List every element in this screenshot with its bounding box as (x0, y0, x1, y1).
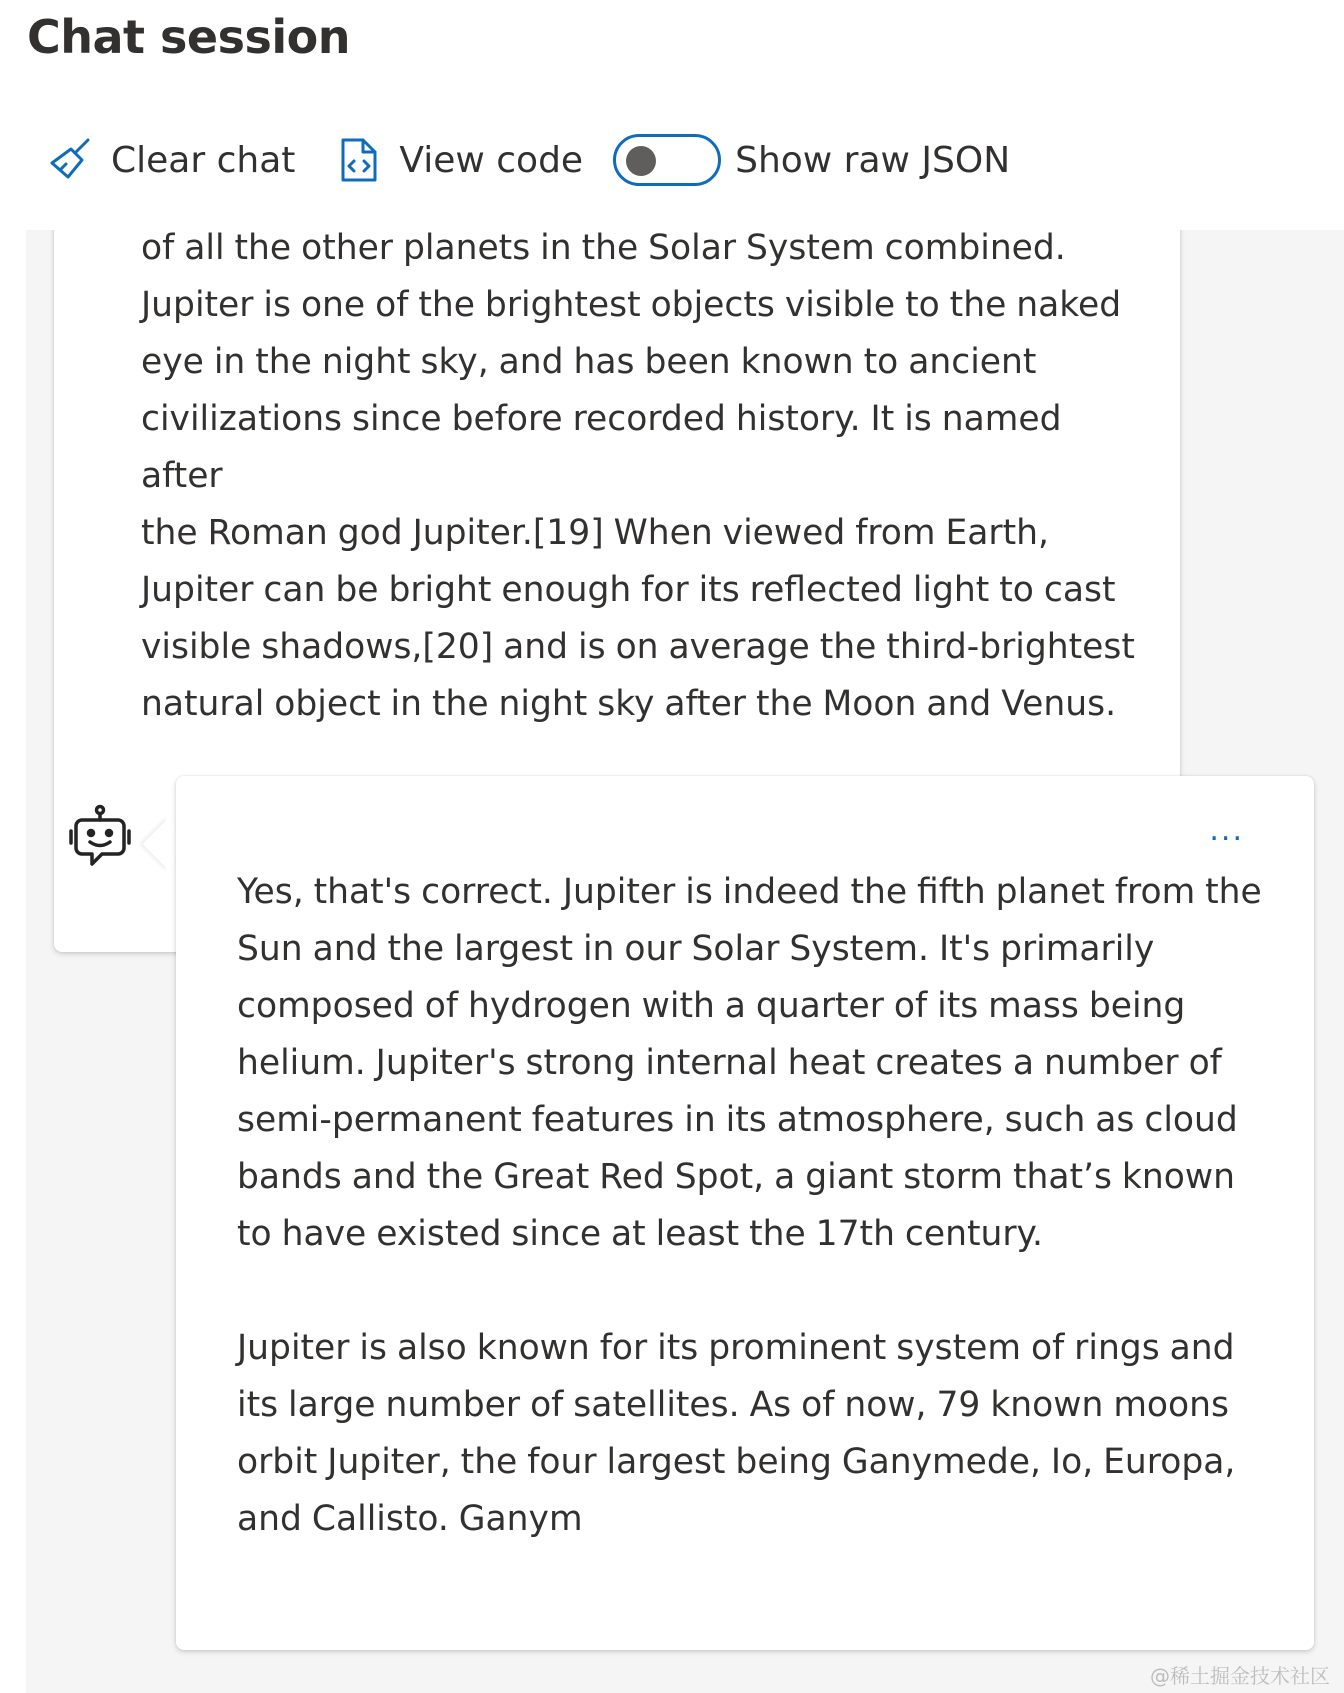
broom-icon (45, 134, 97, 186)
clear-chat-label: Clear chat (111, 139, 296, 181)
show-raw-json-toggle[interactable] (613, 134, 721, 186)
show-raw-json-label: Show raw JSON (735, 139, 1011, 181)
view-code-button[interactable] (333, 134, 583, 186)
watermark: @稀土掘金技术社区 (1150, 1664, 1330, 1688)
view-code-label: View code (399, 139, 584, 181)
more-options-button[interactable]: ... (1209, 813, 1244, 848)
user-message-text: of all the other planets in the Solar System combined. Jupiter is one of the brightest objects visible to the naked eye in the night sky, and has been known to ancient civilizations since before recorded history. It is named after the Roman god Jupiter.[19] When viewed from Earth, Jupiter can be bright enough for its reflected light to cast visible shadows,[20] and is on average the third-brightest natural object in the night sky after the Moon and Venus. (141, 230, 1135, 724)
code-document-icon (333, 134, 385, 186)
bot-icon (68, 804, 132, 872)
clear-chat-button[interactable] (45, 134, 295, 186)
assistant-message-text: Yes, that's correct. Jupiter is indeed the fifth planet from the Sun and the largest in our Solar System. It's primarily composed of hydrogen with a quarter of its mass being helium. Jupiter's strong internal heat creates a number of semi-permanent features in its atmosphere, such as cloud bands and the Great Red Spot, a giant storm that’s known to have existed since at least the 17th century. Jupiter is also known for its prominent system of rings and its large number of satellites. As of now, 79 known moons orbit Jupiter, the four largest being Ganymede, Io, Europa, and Callisto. Ganym (237, 872, 1262, 1539)
toggle-knob (626, 146, 656, 176)
page-title: Chat session (27, 10, 351, 64)
assistant-message-card (176, 776, 1314, 1650)
chat-panel[interactable] (26, 230, 1344, 1693)
toolbar (45, 128, 1010, 192)
